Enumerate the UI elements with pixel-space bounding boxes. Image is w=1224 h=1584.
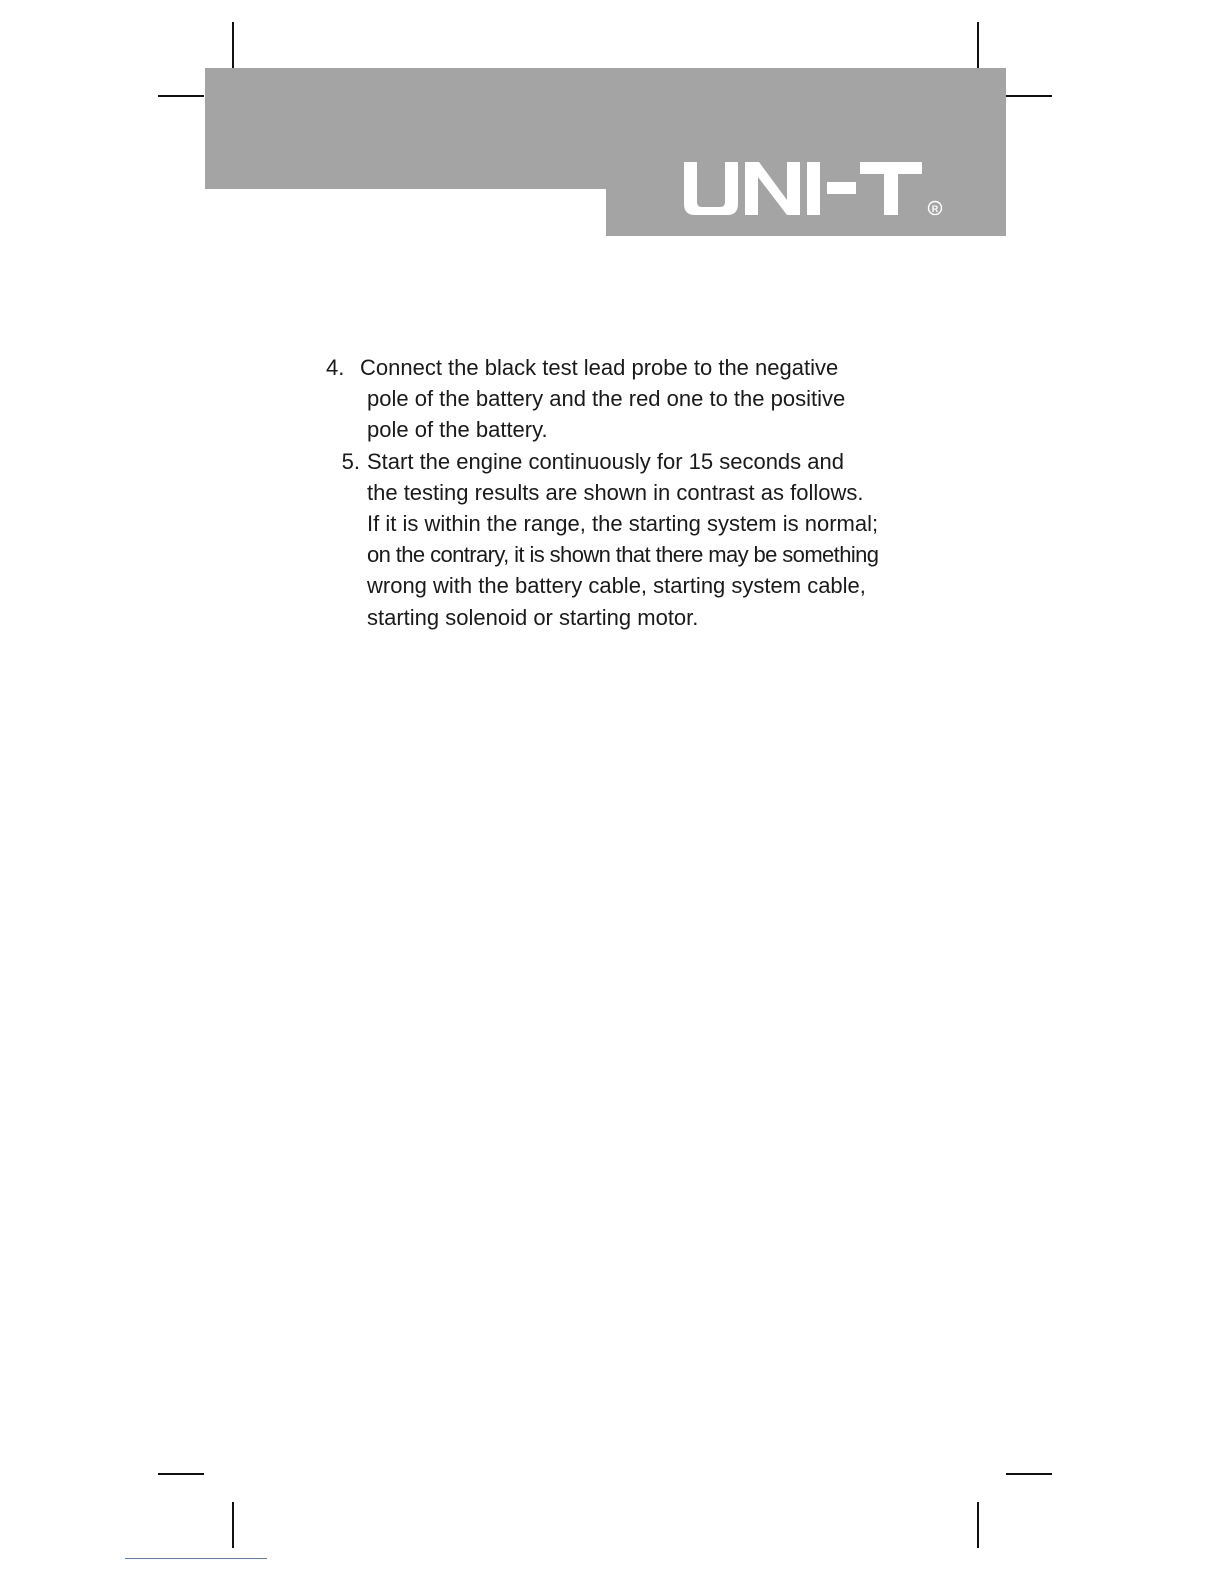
uni-t-logo-letters [684, 162, 922, 215]
crop-mark-top-left-horizontal [158, 95, 204, 97]
step-text-line: Start the engine continuously for 15 seconds and [367, 448, 844, 474]
crop-mark-bottom-left-vertical [232, 1502, 234, 1548]
crop-mark-top-right-vertical [977, 22, 979, 68]
step-text-line: wrong with the battery cable, starting system cable, [367, 573, 866, 599]
step-text-line: on the contrary, it is shown that there may be something [367, 542, 879, 568]
crop-mark-bottom-right-vertical [977, 1502, 979, 1548]
step-text-line: Connect the black test lead probe to the negative [360, 355, 839, 380]
step-text-line: the testing results are shown in contrast as follows. [367, 479, 864, 505]
uni-t-logo [684, 162, 946, 220]
crop-mark-bottom-right-horizontal [1006, 1473, 1052, 1475]
step-text-line: pole of the battery and the red one to the positive [367, 386, 846, 412]
step-text-line: If it is within the range, the starting system is normal; [367, 511, 879, 537]
crop-mark-bottom-left-horizontal [158, 1473, 204, 1475]
crop-mark-top-right-horizontal [1006, 95, 1052, 97]
step-number: 4. [326, 355, 345, 380]
step-text-line: starting solenoid or starting motor. [367, 604, 699, 630]
step-text-line: pole of the battery. [367, 417, 548, 443]
instruction-step [326, 352, 926, 446]
registered-mark-icon [929, 202, 942, 215]
crop-mark-top-left-vertical [232, 22, 234, 68]
bottom-underline-divider [125, 1558, 267, 1559]
instruction-step [326, 446, 926, 633]
svg-text:R: R [931, 204, 939, 214]
instructions-list [326, 352, 926, 633]
step-number: 5. [341, 448, 360, 474]
